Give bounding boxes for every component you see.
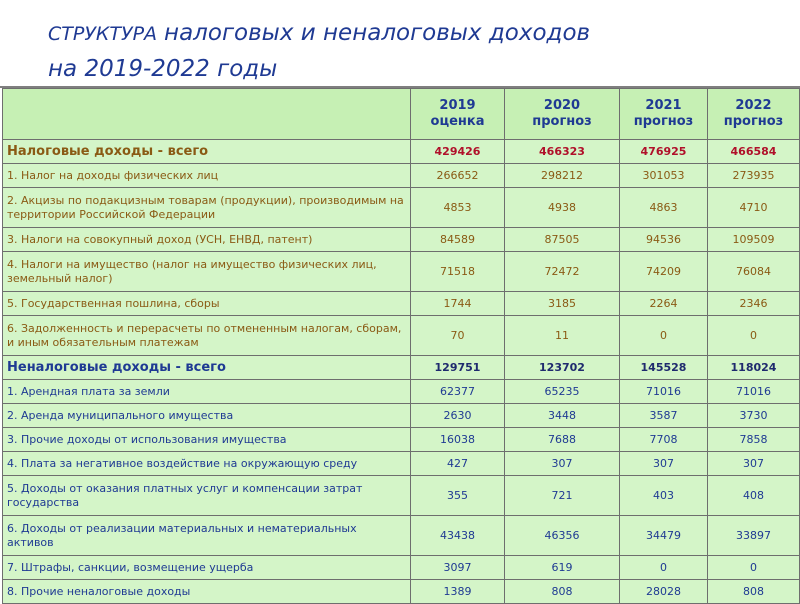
table-row: [3, 476, 800, 516]
value-2022: 118024: [708, 356, 800, 380]
header-year-2022: [708, 89, 800, 140]
header-year-2021: [620, 89, 708, 140]
table-row: [3, 516, 800, 556]
value-2019: 4853: [411, 188, 505, 228]
value-2022: 0: [708, 556, 800, 580]
value-2019: 427: [411, 452, 505, 476]
title-caps: СТРУКТУРА: [48, 23, 158, 45]
page-title: [48, 18, 768, 85]
value-2021: 4863: [620, 188, 708, 228]
title-line-2: на 2019-2022 годы: [48, 56, 278, 82]
value-2020: 65235: [505, 380, 620, 404]
value-2020: 808: [505, 580, 620, 604]
value-2020: 123702: [505, 356, 620, 380]
row-label: 6. Задолженность и перерасчеты по отмененным налогам, сборам, и иным обязательным платежам: [3, 316, 411, 356]
header-year: 2019: [439, 98, 476, 113]
value-2019: 70: [411, 316, 505, 356]
value-2022: 7858: [708, 428, 800, 452]
value-2020: 46356: [505, 516, 620, 556]
value-2022: 33897: [708, 516, 800, 556]
value-2022: 0: [708, 316, 800, 356]
value-2022: 408: [708, 476, 800, 516]
value-2019: 355: [411, 476, 505, 516]
header-status: прогноз: [532, 114, 592, 129]
value-2021: 2264: [620, 292, 708, 316]
value-2019: 129751: [411, 356, 505, 380]
row-label: Налоговые доходы - всего: [3, 140, 411, 164]
value-2021: 0: [620, 556, 708, 580]
value-2021: 3587: [620, 404, 708, 428]
row-label: 5. Доходы от оказания платных услуг и компенсации затрат государства: [3, 476, 411, 516]
value-2020: 72472: [505, 252, 620, 292]
table-row: [3, 556, 800, 580]
row-label: 1. Арендная плата за земли: [3, 380, 411, 404]
value-2022: 76084: [708, 252, 800, 292]
value-2020: 4938: [505, 188, 620, 228]
row-label: 3. Налоги на совокупный доход (УСН, ЕНВД, патент): [3, 228, 411, 252]
revenue-table: [2, 88, 800, 604]
row-label: 5. Государственная пошлина, сборы: [3, 292, 411, 316]
value-2020: 3448: [505, 404, 620, 428]
table-row: [3, 380, 800, 404]
row-label: 2. Аренда муниципального имущества: [3, 404, 411, 428]
header-status: прогноз: [633, 114, 694, 129]
row-label: 7. Штрафы, санкции, возмещение ущерба: [3, 556, 411, 580]
table-row: [3, 164, 800, 188]
value-2019: 62377: [411, 380, 505, 404]
title-line-1: [48, 18, 768, 49]
table-row: [3, 292, 800, 316]
table-row: [3, 316, 800, 356]
value-2020: 721: [505, 476, 620, 516]
value-2021: 71016: [620, 380, 708, 404]
value-2019: 1389: [411, 580, 505, 604]
table-header-row: [3, 89, 800, 140]
header-year: 2022: [735, 98, 772, 113]
value-2022: 3730: [708, 404, 800, 428]
header-year-2020: [505, 89, 620, 140]
header-year-2019: [411, 89, 505, 140]
row-label: 8. Прочие неналоговые доходы: [3, 580, 411, 604]
value-2021: 145528: [620, 356, 708, 380]
value-2021: 476925: [620, 140, 708, 164]
table-row: [3, 428, 800, 452]
header-year: 2021: [645, 98, 682, 113]
row-label: 6. Доходы от реализации материальных и нематериальных активов: [3, 516, 411, 556]
nontax-total-row: [3, 356, 800, 380]
value-2020: 307: [505, 452, 620, 476]
value-2019: 71518: [411, 252, 505, 292]
header-status: оценка: [430, 114, 485, 129]
value-2019: 1744: [411, 292, 505, 316]
value-2022: 4710: [708, 188, 800, 228]
value-2022: 2346: [708, 292, 800, 316]
value-2021: 307: [620, 452, 708, 476]
value-2020: 466323: [505, 140, 620, 164]
header-year: 2020: [543, 98, 581, 113]
value-2022: 466584: [708, 140, 800, 164]
value-2019: 429426: [411, 140, 505, 164]
row-label: 4. Налоги на имущество (налог на имущество физических лиц, земельный налог): [3, 252, 411, 292]
value-2022: 808: [708, 580, 800, 604]
value-2022: 307: [708, 452, 800, 476]
value-2019: 43438: [411, 516, 505, 556]
value-2021: 74209: [620, 252, 708, 292]
value-2019: 84589: [411, 228, 505, 252]
value-2021: 28028: [620, 580, 708, 604]
table-row: [3, 228, 800, 252]
header-label-cell: [3, 89, 411, 140]
row-label: 3. Прочие доходы от использования имущества: [3, 428, 411, 452]
header-status: прогноз: [723, 114, 784, 129]
value-2020: 87505: [505, 228, 620, 252]
value-2021: 94536: [620, 228, 708, 252]
table-row: [3, 252, 800, 292]
value-2019: 2630: [411, 404, 505, 428]
table-row: [3, 404, 800, 428]
value-2019: 16038: [411, 428, 505, 452]
value-2021: 7708: [620, 428, 708, 452]
value-2021: 0: [620, 316, 708, 356]
value-2019: 3097: [411, 556, 505, 580]
tax-total-row: [3, 140, 800, 164]
value-2020: 619: [505, 556, 620, 580]
row-label: Неналоговые доходы - всего: [3, 356, 411, 380]
value-2020: 3185: [505, 292, 620, 316]
table-row: [3, 452, 800, 476]
value-2020: 298212: [505, 164, 620, 188]
value-2022: 109509: [708, 228, 800, 252]
value-2020: 7688: [505, 428, 620, 452]
row-label: 1. Налог на доходы физических лиц: [3, 164, 411, 188]
row-label: 4. Плата за негативное воздействие на окружающую среду: [3, 452, 411, 476]
value-2022: 273935: [708, 164, 800, 188]
title-rest: налоговых и неналоговых доходов: [164, 20, 591, 46]
value-2020: 11: [505, 316, 620, 356]
value-2021: 34479: [620, 516, 708, 556]
table-row: [3, 188, 800, 228]
value-2021: 403: [620, 476, 708, 516]
row-label: 2. Акцизы по подакцизным товарам (продукции), производимым на территории Российской Федерации: [3, 188, 411, 228]
value-2019: 266652: [411, 164, 505, 188]
value-2021: 301053: [620, 164, 708, 188]
value-2022: 71016: [708, 380, 800, 404]
